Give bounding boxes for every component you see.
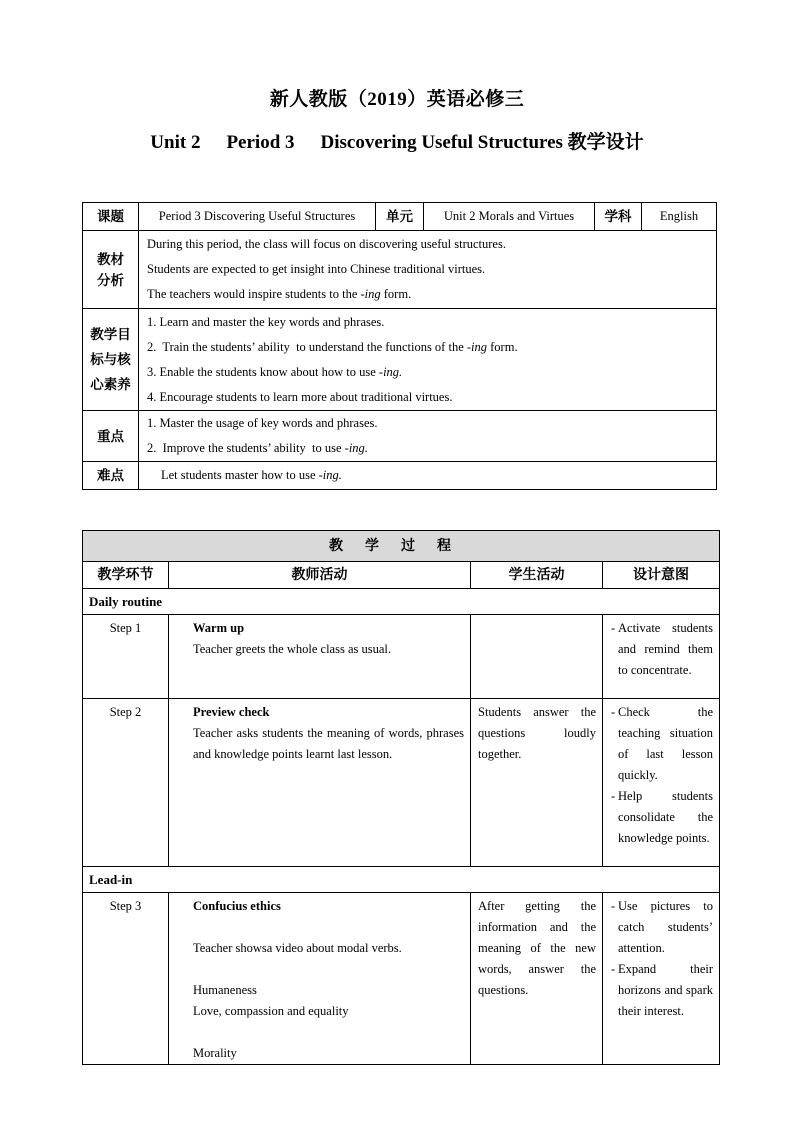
- design-intent: [603, 893, 720, 1065]
- col-intent-header: 设计意图: [603, 562, 720, 589]
- objectives-label: 教学目 标与核 心素养: [83, 309, 139, 411]
- activity-title: Confucius ethics: [193, 899, 281, 913]
- col-student-header: 学生活动: [471, 562, 603, 589]
- analysis-line: During this period, the class will focus on discovering useful structures.: [147, 237, 506, 251]
- course-value: Period 3 Discovering Useful Structures: [139, 203, 376, 231]
- table-row: [83, 699, 720, 867]
- key-point-line: 2. Improve the students’ ability to use -ing.: [147, 441, 368, 455]
- student-activity: After getting the information and the meaning of the new words, answer the questions.: [471, 893, 603, 1065]
- intent-item: - Use pictures to catch students’ attention.: [611, 899, 713, 955]
- difficulty-label: 难点: [83, 462, 139, 490]
- key-points-label: 重点: [83, 411, 139, 462]
- subject-label: 学科: [595, 203, 642, 231]
- student-activity: [471, 615, 603, 699]
- objective-line: 3. Enable the students know about how to use -ing.: [147, 364, 403, 379]
- step-number: Step 3: [83, 893, 169, 1065]
- design-intent: [603, 615, 720, 699]
- section-lead-in: Lead-in: [83, 867, 720, 893]
- table-row: [83, 893, 720, 1065]
- step-number: Step 2: [83, 699, 169, 867]
- activity-title: Warm up: [193, 621, 245, 635]
- difficulty-content: Let students master how to use -ing.: [139, 462, 717, 490]
- analysis-line: The teachers would inspire students to the -ing form.: [147, 287, 412, 301]
- unit-label: 单元: [376, 203, 424, 231]
- teacher-activity: Preview check Teacher asks students the meaning of words, phrases and knowledge points learnt last lesson.: [169, 699, 471, 867]
- subtitle-unit: Unit 2: [150, 132, 201, 153]
- design-intent: [603, 699, 720, 867]
- objective-line: 2. Train the students’ ability to understand the functions of the -ing form.: [147, 339, 518, 354]
- table-row: [83, 615, 720, 699]
- col-stage-header: 教学环节: [83, 562, 169, 589]
- intent-item: - Expand their horizons and spark their interest.: [611, 962, 713, 1018]
- student-activity: Students answer the questions loudly together.: [471, 699, 603, 867]
- unit-value: Unit 2 Morals and Virtues: [424, 203, 595, 231]
- course-info-table: [82, 202, 717, 490]
- objective-line: 4. Encourage students to learn more about traditional virtues.: [147, 389, 453, 404]
- subtitle-period: Period 3: [226, 132, 295, 153]
- objective-line: 1. Learn and master the key words and phrases.: [147, 314, 385, 329]
- key-point-line: 1. Master the usage of key words and phrases.: [147, 416, 378, 430]
- step-number: Step 1: [83, 615, 169, 699]
- document-subtitle: [0, 127, 794, 154]
- key-points-content: [139, 411, 717, 462]
- objectives-content: [139, 309, 717, 411]
- analysis-label: 教材 分析: [83, 231, 139, 309]
- intent-item: - Check the teaching situation of last lesson quickly.: [611, 705, 713, 782]
- teaching-process-table: [82, 530, 720, 1065]
- subtitle-topic: Discovering Useful Structures 教学设计: [320, 132, 644, 153]
- course-label: 课题: [83, 203, 139, 231]
- analysis-content: [139, 231, 717, 309]
- document-title: 新人教版（2019）英语必修三: [269, 89, 525, 110]
- col-teacher-header: 教师活动: [169, 562, 471, 589]
- teacher-activity: Confucius ethics Teacher showsa video about modal verbs. Humaneness Love, compassion and equality Morality: [169, 893, 471, 1065]
- process-band-title: 教学过程: [83, 531, 720, 562]
- intent-item: - Activate students and remind them to concentrate.: [611, 621, 713, 677]
- activity-title: Preview check: [193, 705, 270, 719]
- analysis-line: Students are expected to get insight into Chinese traditional virtues.: [147, 262, 486, 276]
- section-daily-routine: Daily routine: [83, 589, 720, 615]
- subject-value: English: [642, 203, 717, 231]
- intent-item: - Help students consolidate the knowledge points.: [611, 789, 713, 845]
- teacher-activity: Warm up Teacher greets the whole class as usual.: [169, 615, 471, 699]
